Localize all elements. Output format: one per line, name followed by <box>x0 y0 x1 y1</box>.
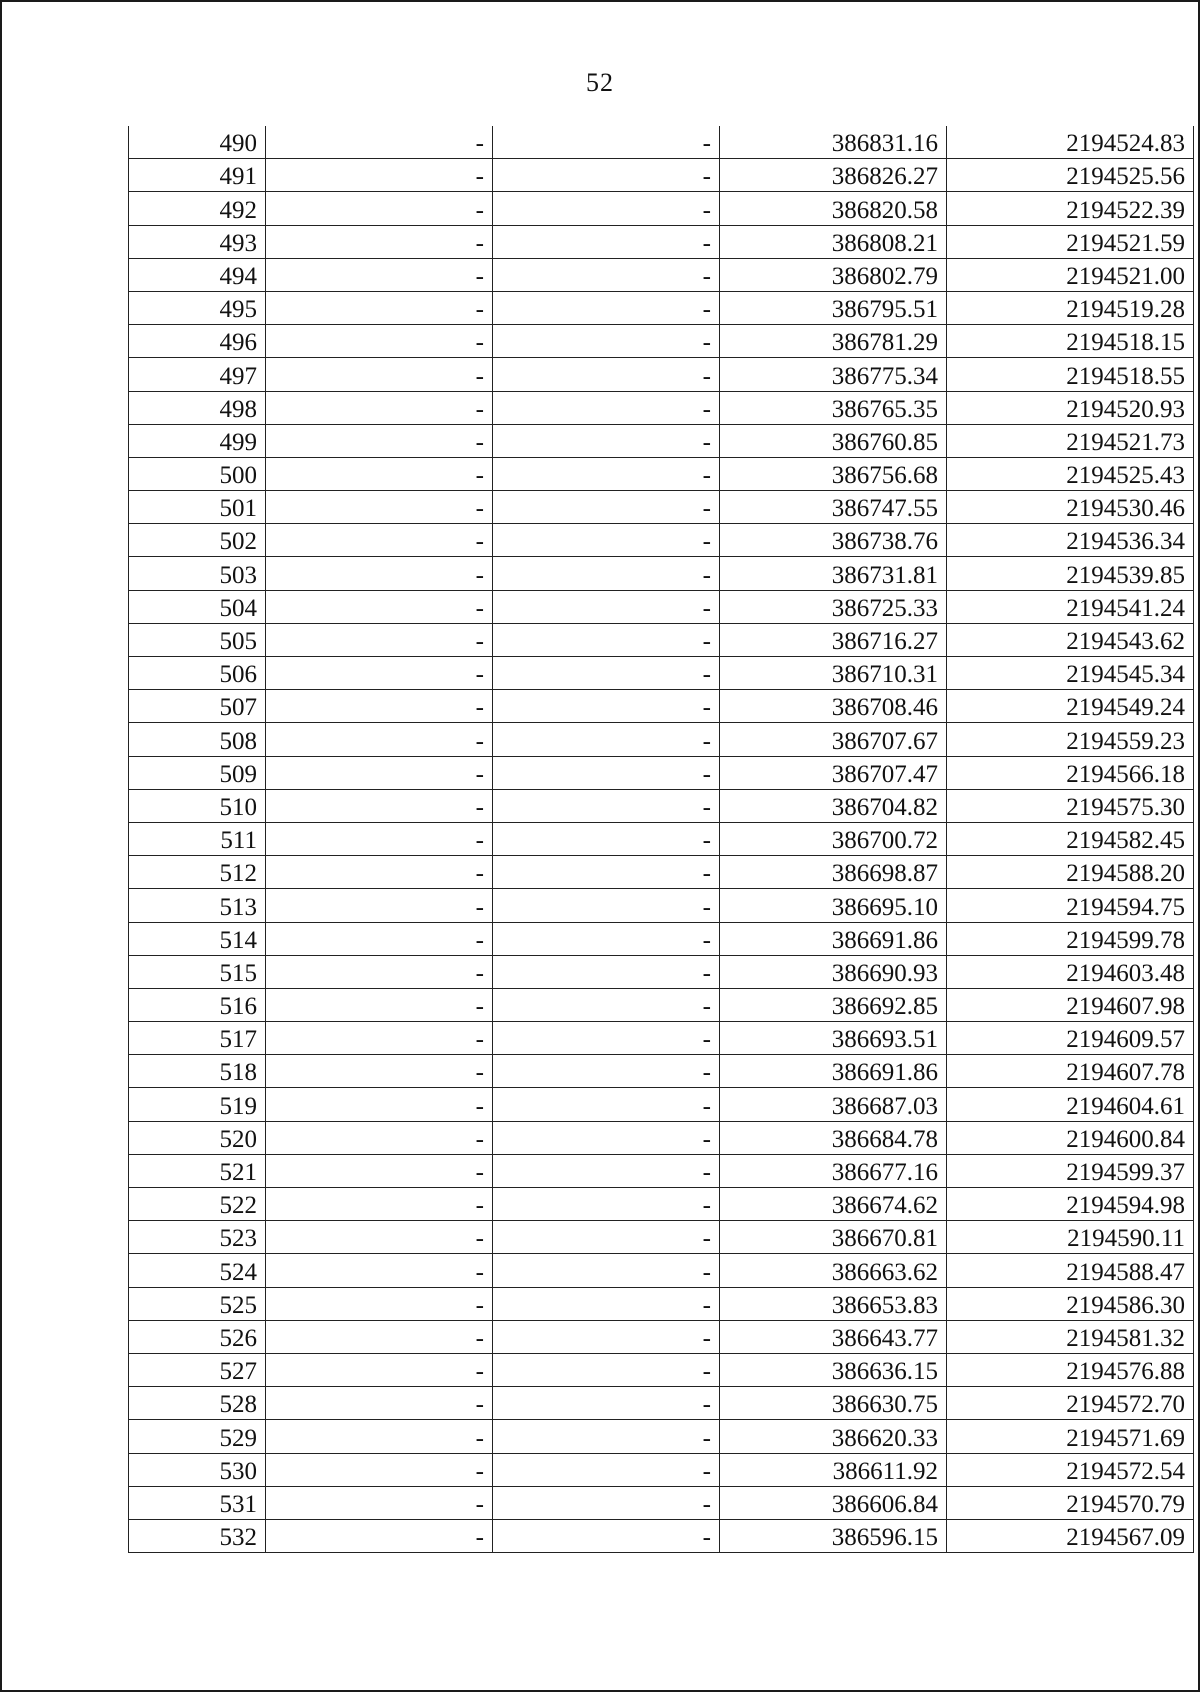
column-2-cell: - <box>266 988 493 1021</box>
y-coordinate-cell: 2194588.20 <box>947 856 1194 889</box>
column-2-cell: - <box>266 391 493 424</box>
x-coordinate-cell: 386820.58 <box>720 192 947 225</box>
y-coordinate-cell: 2194576.88 <box>947 1353 1194 1386</box>
table-row <box>129 1519 1194 1552</box>
x-coordinate-cell: 386765.35 <box>720 391 947 424</box>
column-3-cell: - <box>493 889 720 922</box>
table-row <box>129 756 1194 789</box>
y-coordinate-cell: 2194566.18 <box>947 756 1194 789</box>
point-number-cell: 506 <box>129 657 266 690</box>
x-coordinate-cell: 386653.83 <box>720 1287 947 1320</box>
table-row <box>129 988 1194 1021</box>
point-number-cell: 520 <box>129 1121 266 1154</box>
column-2-cell: - <box>266 457 493 490</box>
point-number-cell: 500 <box>129 457 266 490</box>
point-number-cell: 527 <box>129 1353 266 1386</box>
table-row <box>129 457 1194 490</box>
y-coordinate-cell: 2194545.34 <box>947 657 1194 690</box>
column-3-cell: - <box>493 1254 720 1287</box>
x-coordinate-cell: 386674.62 <box>720 1188 947 1221</box>
x-coordinate-cell: 386670.81 <box>720 1221 947 1254</box>
x-coordinate-cell: 386690.93 <box>720 955 947 988</box>
column-3-cell: - <box>493 657 720 690</box>
column-3-cell: - <box>493 258 720 291</box>
column-3-cell: - <box>493 955 720 988</box>
column-2-cell: - <box>266 325 493 358</box>
y-coordinate-cell: 2194521.59 <box>947 225 1194 258</box>
y-coordinate-cell: 2194594.98 <box>947 1188 1194 1221</box>
column-3-cell: - <box>493 789 720 822</box>
table-row <box>129 822 1194 855</box>
column-3-cell: - <box>493 192 720 225</box>
column-2-cell: - <box>266 690 493 723</box>
y-coordinate-cell: 2194607.98 <box>947 988 1194 1021</box>
x-coordinate-cell: 386738.76 <box>720 524 947 557</box>
point-number-cell: 490 <box>129 126 266 159</box>
x-coordinate-cell: 386677.16 <box>720 1154 947 1187</box>
y-coordinate-cell: 2194571.69 <box>947 1420 1194 1453</box>
y-coordinate-cell: 2194607.78 <box>947 1055 1194 1088</box>
column-2-cell: - <box>266 491 493 524</box>
table-row <box>129 1387 1194 1420</box>
point-number-cell: 507 <box>129 690 266 723</box>
point-number-cell: 532 <box>129 1519 266 1552</box>
table-row <box>129 623 1194 656</box>
table-row <box>129 1221 1194 1254</box>
column-3-cell: - <box>493 723 720 756</box>
y-coordinate-cell: 2194609.57 <box>947 1022 1194 1055</box>
y-coordinate-cell: 2194522.39 <box>947 192 1194 225</box>
x-coordinate-cell: 386775.34 <box>720 358 947 391</box>
column-2-cell: - <box>266 1121 493 1154</box>
column-2-cell: - <box>266 889 493 922</box>
column-2-cell: - <box>266 590 493 623</box>
x-coordinate-cell: 386716.27 <box>720 623 947 656</box>
point-number-cell: 501 <box>129 491 266 524</box>
table-row <box>129 955 1194 988</box>
y-coordinate-cell: 2194570.79 <box>947 1486 1194 1519</box>
column-3-cell: - <box>493 358 720 391</box>
y-coordinate-cell: 2194536.34 <box>947 524 1194 557</box>
table-row <box>129 789 1194 822</box>
point-number-cell: 519 <box>129 1088 266 1121</box>
x-coordinate-cell: 386802.79 <box>720 258 947 291</box>
table-row <box>129 192 1194 225</box>
point-number-cell: 498 <box>129 391 266 424</box>
table-row <box>129 1486 1194 1519</box>
point-number-cell: 526 <box>129 1320 266 1353</box>
table-row <box>129 1121 1194 1154</box>
y-coordinate-cell: 2194519.28 <box>947 291 1194 324</box>
y-coordinate-cell: 2194600.84 <box>947 1121 1194 1154</box>
x-coordinate-cell: 386704.82 <box>720 789 947 822</box>
column-2-cell: - <box>266 126 493 159</box>
column-3-cell: - <box>493 1121 720 1154</box>
table-row <box>129 126 1194 159</box>
y-coordinate-cell: 2194543.62 <box>947 623 1194 656</box>
table-row <box>129 524 1194 557</box>
y-coordinate-cell: 2194520.93 <box>947 391 1194 424</box>
column-3-cell: - <box>493 325 720 358</box>
y-coordinate-cell: 2194521.73 <box>947 424 1194 457</box>
y-coordinate-cell: 2194599.37 <box>947 1154 1194 1187</box>
column-3-cell: - <box>493 1022 720 1055</box>
y-coordinate-cell: 2194572.70 <box>947 1387 1194 1420</box>
table-row <box>129 491 1194 524</box>
column-2-cell: - <box>266 424 493 457</box>
table-row <box>129 1287 1194 1320</box>
column-2-cell: - <box>266 723 493 756</box>
y-coordinate-cell: 2194524.83 <box>947 126 1194 159</box>
point-number-cell: 493 <box>129 225 266 258</box>
column-2-cell: - <box>266 1055 493 1088</box>
column-3-cell: - <box>493 988 720 1021</box>
column-2-cell: - <box>266 192 493 225</box>
x-coordinate-cell: 386606.84 <box>720 1486 947 1519</box>
column-3-cell: - <box>493 457 720 490</box>
y-coordinate-cell: 2194518.55 <box>947 358 1194 391</box>
column-2-cell: - <box>266 1287 493 1320</box>
column-2-cell: - <box>266 955 493 988</box>
column-2-cell: - <box>266 1154 493 1187</box>
x-coordinate-cell: 386831.16 <box>720 126 947 159</box>
column-2-cell: - <box>266 358 493 391</box>
point-number-cell: 494 <box>129 258 266 291</box>
table-row <box>129 1320 1194 1353</box>
point-number-cell: 503 <box>129 557 266 590</box>
column-3-cell: - <box>493 690 720 723</box>
x-coordinate-cell: 386725.33 <box>720 590 947 623</box>
table-row <box>129 657 1194 690</box>
point-number-cell: 505 <box>129 623 266 656</box>
column-3-cell: - <box>493 159 720 192</box>
page-number: 52 <box>586 68 614 97</box>
y-coordinate-cell: 2194567.09 <box>947 1519 1194 1552</box>
column-3-cell: - <box>493 1055 720 1088</box>
y-coordinate-cell: 2194603.48 <box>947 955 1194 988</box>
column-3-cell: - <box>493 1453 720 1486</box>
point-number-cell: 492 <box>129 192 266 225</box>
column-3-cell: - <box>493 524 720 557</box>
y-coordinate-cell: 2194575.30 <box>947 789 1194 822</box>
column-2-cell: - <box>266 822 493 855</box>
coordinates-table <box>128 126 1194 1553</box>
point-number-cell: 502 <box>129 524 266 557</box>
table-row <box>129 1022 1194 1055</box>
table-row <box>129 690 1194 723</box>
y-coordinate-cell: 2194588.47 <box>947 1254 1194 1287</box>
column-3-cell: - <box>493 557 720 590</box>
table-row <box>129 1453 1194 1486</box>
column-3-cell: - <box>493 623 720 656</box>
point-number-cell: 512 <box>129 856 266 889</box>
x-coordinate-cell: 386684.78 <box>720 1121 947 1154</box>
point-number-cell: 516 <box>129 988 266 1021</box>
column-3-cell: - <box>493 491 720 524</box>
table-row <box>129 723 1194 756</box>
column-3-cell: - <box>493 1221 720 1254</box>
table-row <box>129 358 1194 391</box>
y-coordinate-cell: 2194518.15 <box>947 325 1194 358</box>
y-coordinate-cell: 2194541.24 <box>947 590 1194 623</box>
column-2-cell: - <box>266 657 493 690</box>
y-coordinate-cell: 2194599.78 <box>947 922 1194 955</box>
table-row <box>129 1055 1194 1088</box>
point-number-cell: 522 <box>129 1188 266 1221</box>
point-number-cell: 517 <box>129 1022 266 1055</box>
x-coordinate-cell: 386643.77 <box>720 1320 947 1353</box>
x-coordinate-cell: 386636.15 <box>720 1353 947 1386</box>
y-coordinate-cell: 2194590.11 <box>947 1221 1194 1254</box>
x-coordinate-cell: 386693.51 <box>720 1022 947 1055</box>
y-coordinate-cell: 2194582.45 <box>947 822 1194 855</box>
x-coordinate-cell: 386700.72 <box>720 822 947 855</box>
column-2-cell: - <box>266 557 493 590</box>
column-3-cell: - <box>493 1287 720 1320</box>
table-row <box>129 225 1194 258</box>
column-2-cell: - <box>266 258 493 291</box>
column-3-cell: - <box>493 126 720 159</box>
table-row <box>129 1353 1194 1386</box>
x-coordinate-cell: 386808.21 <box>720 225 947 258</box>
y-coordinate-cell: 2194594.75 <box>947 889 1194 922</box>
table-row <box>129 258 1194 291</box>
column-2-cell: - <box>266 1519 493 1552</box>
column-2-cell: - <box>266 922 493 955</box>
x-coordinate-cell: 386781.29 <box>720 325 947 358</box>
x-coordinate-cell: 386710.31 <box>720 657 947 690</box>
column-3-cell: - <box>493 1188 720 1221</box>
column-3-cell: - <box>493 1486 720 1519</box>
column-3-cell: - <box>493 1154 720 1187</box>
table-row <box>129 856 1194 889</box>
point-number-cell: 523 <box>129 1221 266 1254</box>
column-2-cell: - <box>266 1221 493 1254</box>
point-number-cell: 525 <box>129 1287 266 1320</box>
point-number-cell: 513 <box>129 889 266 922</box>
table-row <box>129 922 1194 955</box>
point-number-cell: 524 <box>129 1254 266 1287</box>
x-coordinate-cell: 386760.85 <box>720 424 947 457</box>
point-number-cell: 497 <box>129 358 266 391</box>
column-3-cell: - <box>493 391 720 424</box>
column-2-cell: - <box>266 1088 493 1121</box>
column-2-cell: - <box>266 1486 493 1519</box>
point-number-cell: 511 <box>129 822 266 855</box>
x-coordinate-cell: 386707.67 <box>720 723 947 756</box>
x-coordinate-cell: 386756.68 <box>720 457 947 490</box>
column-3-cell: - <box>493 1320 720 1353</box>
y-coordinate-cell: 2194581.32 <box>947 1320 1194 1353</box>
y-coordinate-cell: 2194586.30 <box>947 1287 1194 1320</box>
column-3-cell: - <box>493 590 720 623</box>
table-row <box>129 424 1194 457</box>
table-row <box>129 1254 1194 1287</box>
y-coordinate-cell: 2194525.43 <box>947 457 1194 490</box>
point-number-cell: 514 <box>129 922 266 955</box>
table-row <box>129 1088 1194 1121</box>
y-coordinate-cell: 2194549.24 <box>947 690 1194 723</box>
column-3-cell: - <box>493 1519 720 1552</box>
column-3-cell: - <box>493 1387 720 1420</box>
column-3-cell: - <box>493 1353 720 1386</box>
x-coordinate-cell: 386747.55 <box>720 491 947 524</box>
y-coordinate-cell: 2194604.61 <box>947 1088 1194 1121</box>
column-2-cell: - <box>266 756 493 789</box>
x-coordinate-cell: 386826.27 <box>720 159 947 192</box>
x-coordinate-cell: 386691.86 <box>720 1055 947 1088</box>
column-3-cell: - <box>493 756 720 789</box>
y-coordinate-cell: 2194525.56 <box>947 159 1194 192</box>
column-3-cell: - <box>493 291 720 324</box>
table-row <box>129 557 1194 590</box>
x-coordinate-cell: 386708.46 <box>720 690 947 723</box>
point-number-cell: 530 <box>129 1453 266 1486</box>
y-coordinate-cell: 2194559.23 <box>947 723 1194 756</box>
x-coordinate-cell: 386731.81 <box>720 557 947 590</box>
point-number-cell: 495 <box>129 291 266 324</box>
column-2-cell: - <box>266 789 493 822</box>
point-number-cell: 508 <box>129 723 266 756</box>
column-2-cell: - <box>266 1353 493 1386</box>
table-row <box>129 590 1194 623</box>
x-coordinate-cell: 386630.75 <box>720 1387 947 1420</box>
column-2-cell: - <box>266 1320 493 1353</box>
table-row <box>129 291 1194 324</box>
column-2-cell: - <box>266 159 493 192</box>
column-2-cell: - <box>266 1387 493 1420</box>
x-coordinate-cell: 386687.03 <box>720 1088 947 1121</box>
column-2-cell: - <box>266 225 493 258</box>
table-row <box>129 325 1194 358</box>
point-number-cell: 496 <box>129 325 266 358</box>
point-number-cell: 528 <box>129 1387 266 1420</box>
table-row <box>129 1188 1194 1221</box>
x-coordinate-cell: 386611.92 <box>720 1453 947 1486</box>
column-2-cell: - <box>266 1453 493 1486</box>
x-coordinate-cell: 386698.87 <box>720 856 947 889</box>
table-row <box>129 391 1194 424</box>
point-number-cell: 509 <box>129 756 266 789</box>
point-number-cell: 510 <box>129 789 266 822</box>
table-row <box>129 159 1194 192</box>
y-coordinate-cell: 2194572.54 <box>947 1453 1194 1486</box>
y-coordinate-cell: 2194539.85 <box>947 557 1194 590</box>
point-number-cell: 518 <box>129 1055 266 1088</box>
table-row <box>129 1420 1194 1453</box>
column-3-cell: - <box>493 822 720 855</box>
column-3-cell: - <box>493 1088 720 1121</box>
column-2-cell: - <box>266 1420 493 1453</box>
column-2-cell: - <box>266 291 493 324</box>
column-2-cell: - <box>266 1254 493 1287</box>
x-coordinate-cell: 386596.15 <box>720 1519 947 1552</box>
x-coordinate-cell: 386691.86 <box>720 922 947 955</box>
x-coordinate-cell: 386707.47 <box>720 756 947 789</box>
column-3-cell: - <box>493 922 720 955</box>
table-row <box>129 1154 1194 1187</box>
column-2-cell: - <box>266 524 493 557</box>
table-row <box>129 889 1194 922</box>
point-number-cell: 504 <box>129 590 266 623</box>
column-3-cell: - <box>493 1420 720 1453</box>
x-coordinate-cell: 386663.62 <box>720 1254 947 1287</box>
column-3-cell: - <box>493 225 720 258</box>
column-3-cell: - <box>493 856 720 889</box>
point-number-cell: 515 <box>129 955 266 988</box>
column-2-cell: - <box>266 1188 493 1221</box>
coordinates-table-body <box>129 126 1194 1553</box>
x-coordinate-cell: 386795.51 <box>720 291 947 324</box>
x-coordinate-cell: 386695.10 <box>720 889 947 922</box>
point-number-cell: 499 <box>129 424 266 457</box>
column-2-cell: - <box>266 623 493 656</box>
column-3-cell: - <box>493 424 720 457</box>
column-2-cell: - <box>266 856 493 889</box>
y-coordinate-cell: 2194521.00 <box>947 258 1194 291</box>
point-number-cell: 521 <box>129 1154 266 1187</box>
x-coordinate-cell: 386620.33 <box>720 1420 947 1453</box>
y-coordinate-cell: 2194530.46 <box>947 491 1194 524</box>
x-coordinate-cell: 386692.85 <box>720 988 947 1021</box>
point-number-cell: 531 <box>129 1486 266 1519</box>
column-2-cell: - <box>266 1022 493 1055</box>
point-number-cell: 529 <box>129 1420 266 1453</box>
point-number-cell: 491 <box>129 159 266 192</box>
